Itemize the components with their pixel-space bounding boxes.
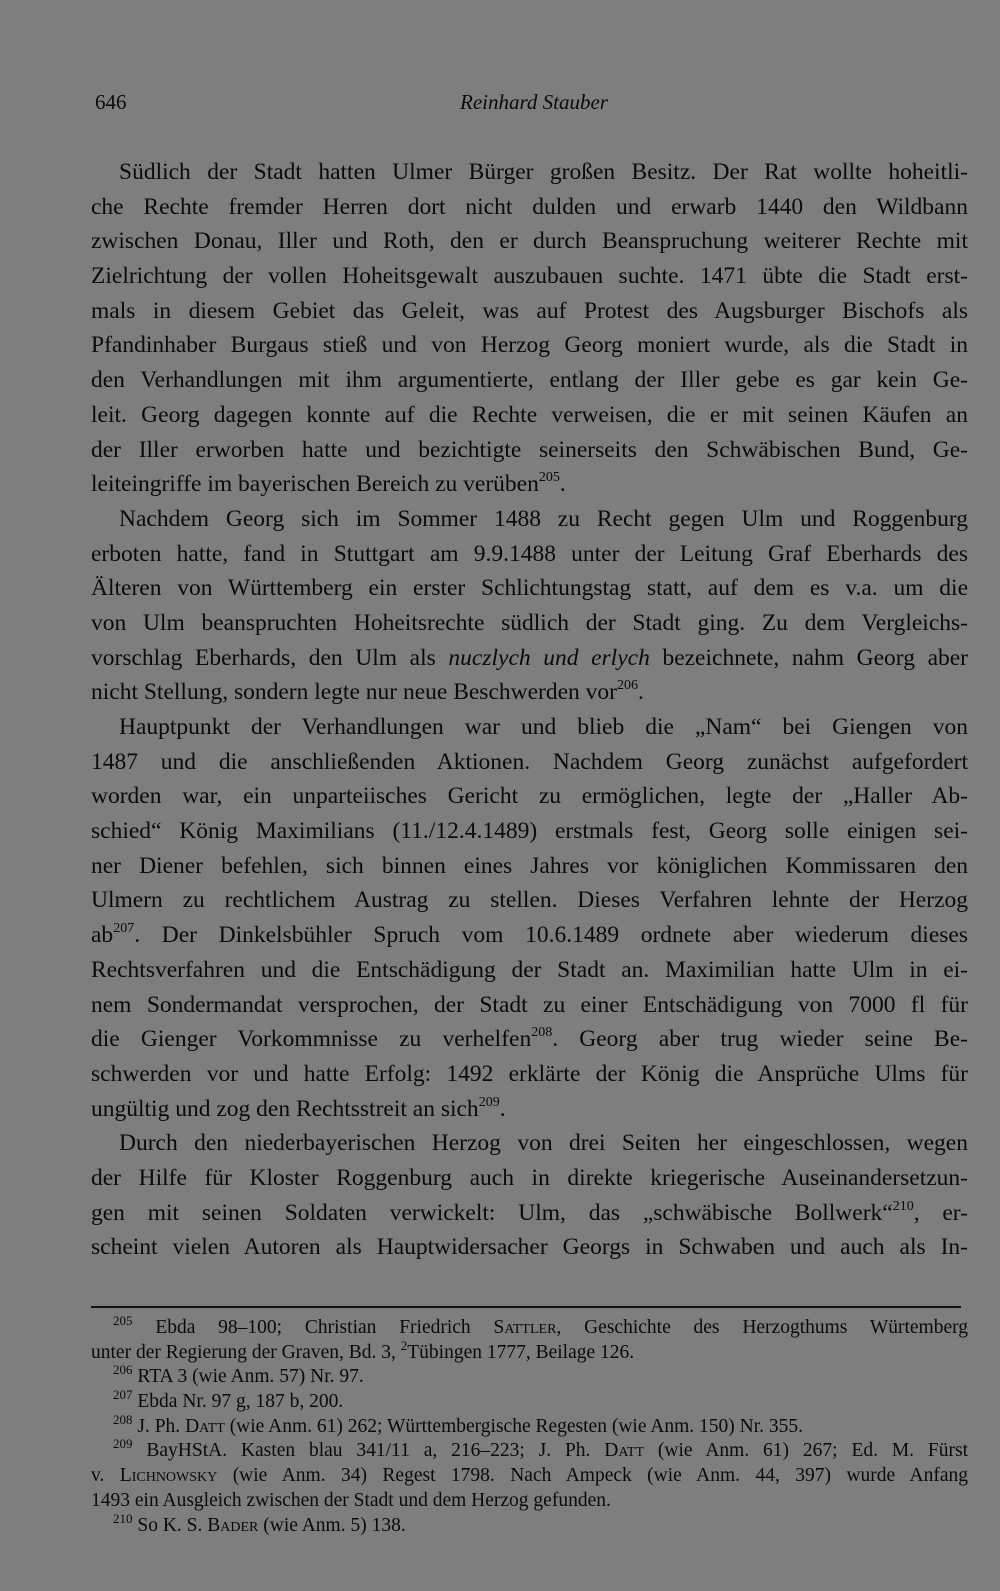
text-line: der Iller erworben hatte und bezichtigte seinerseits den Schwäbischen Bund, Ge- (91, 436, 968, 463)
footnote-text: So K. S. (137, 1514, 208, 1536)
footnote-205 (91, 1313, 969, 1341)
text-span: gen mit seinen Soldaten verwickelt: Ulm, das „schwäbische Bollwerk“ (91, 1199, 893, 1226)
footnote-208 (91, 1411, 968, 1440)
text-line: Nachdem Georg sich im Sommer 1488 zu Recht gegen Ulm und Roggenburg (119, 505, 968, 532)
footnote-207 (91, 1387, 968, 1415)
text-line: den Verhandlungen mit ihm argumentierte, entlang der Iller gebe es gar kein Ge- (91, 367, 968, 394)
text-line: Rechtsverfahren und die Entschädigung der Stadt an. Maximilian hatte Ulm in ei- (91, 956, 968, 983)
text-line: leit. Georg dagegen konnte auf die Rechte verweisen, die er mit seinen Käufen an (91, 401, 968, 428)
text-line (91, 918, 968, 953)
footnote-text: (wie Anm. 5) 138. (258, 1514, 406, 1536)
footnote-number: 206 (113, 1362, 133, 1378)
footnote-number: 209 (113, 1436, 133, 1452)
footnote-number: 210 (113, 1510, 133, 1526)
text-line: Hauptpunkt der Verhandlungen war und blieb die „Nam“ bei Giengen von (119, 714, 968, 740)
text-line: nem Sondermandat versprochen, der Stadt zu einer Entschädigung von 7000 fl für (91, 991, 968, 1018)
footnote-ref-206[interactable]: 206 (617, 678, 638, 694)
author-name: Datt (604, 1440, 645, 1462)
footnotes (91, 1313, 969, 1538)
text-span: . (499, 1095, 506, 1122)
text-span: . (638, 679, 644, 706)
text-line: che Rechte fremder Herren dort nicht dulden und erwarb 1440 den Wildbann (91, 193, 968, 220)
text-span: . Georg aber trug wieder seine Be- (552, 1026, 968, 1053)
footnote-text: J. Ph. (137, 1415, 186, 1437)
footnote-separator (91, 1306, 961, 1308)
running-header (95, 90, 965, 120)
text-line: zwischen Donau, Iller und Roth, den er durch Beanspruchung weiterer Rechte mit (91, 228, 968, 255)
footnote-text: Tübingen 1777, Beilage 126. (407, 1341, 635, 1363)
text-line: ner Diener befehlen, sich binnen eines Jahres vor königlichen Kommissaren den (91, 852, 968, 879)
page-number: 646 (95, 90, 127, 114)
text-span: vorschlag Eberhards, den Ulm als (91, 644, 449, 671)
text-span: nicht Stellung, sondern legte nur neue Beschwerden vor (91, 679, 617, 706)
footnote-ref-205[interactable]: 205 (538, 470, 560, 486)
text-line: schwerden vor und hatte Erfolg: 1492 erklärte der König die Ansprüche Ulms für (91, 1060, 968, 1087)
text-line (91, 1022, 968, 1057)
author-name: Lichnowsky (119, 1465, 218, 1487)
running-head-author: Reinhard Stauber (460, 90, 608, 114)
text-line (91, 1196, 968, 1231)
author-name: Sattler (493, 1317, 557, 1338)
text-span: leiteingriffe im bayerischen Bereich zu verüben (91, 471, 539, 498)
text-line: worden war, ein unparteiisches Gericht zu ermöglichen, legte der „Haller Ab- (91, 783, 968, 810)
author-name: Bader (207, 1514, 259, 1536)
footnote-210 (91, 1510, 968, 1539)
text-span: ab (91, 922, 114, 949)
footnote-ref-207[interactable]: 207 (113, 921, 135, 937)
footnote-ref-208[interactable]: 208 (531, 1025, 553, 1041)
footnote-205-cont (91, 1337, 968, 1366)
text-span: die Gienger Vorkommnisse zu verhelfen (91, 1026, 532, 1053)
text-span: bezeichnete, nahm Georg aber (649, 644, 969, 671)
text-line: Durch den niederbayerischen Herzog von drei Seiten her eingeschlossen, wegen (119, 1130, 968, 1157)
footnote-text: (wie Anm. 34) Regest 1798. Nach Ampeck (wie Anm. 44, 397) wurde Anfang (217, 1465, 969, 1487)
footnote-text: Ebda 98–100; Christian Friedrich (155, 1317, 494, 1338)
text-span: . (559, 471, 566, 498)
edition-superscript: 2 (400, 1337, 408, 1353)
text-line: von Ulm beanspruchten Hoheitsrechte südlich der Stadt ging. Zu dem Vergleichs- (91, 609, 968, 636)
text-span: , er- (913, 1199, 968, 1226)
text-line: 1487 und die anschließenden Aktionen. Nachdem Georg zunächst aufgefordert (91, 748, 968, 775)
footnote-text: Ebda Nr. 97 g, 187 b, 200. (137, 1391, 344, 1413)
text-line: Zielrichtung der vollen Hoheitsgewalt auszubauen suchte. 1471 übte die Stadt erst- (91, 263, 968, 290)
footnote-number: 205 (113, 1313, 133, 1328)
text-line: schied“ König Maximilians (11./12.4.1489) erstmals fest, Georg solle einigen sei- (91, 818, 968, 845)
text-line: der Hilfe für Kloster Roggenburg auch in direkte kriegerische Auseinandersetzun- (91, 1164, 968, 1191)
footnote-209 (91, 1436, 969, 1464)
text-line (91, 467, 968, 502)
text-line: erboten hatte, fand in Stuttgart am 9.9.1488 unter der Leitung Graf Eberhards des (91, 540, 968, 567)
footnote-ref-210[interactable]: 210 (892, 1198, 914, 1214)
footnote-number: 207 (113, 1387, 133, 1403)
text-line: Pfandinhaber Burgaus stieß und von Herzog Georg moniert wurde, als die Stadt in (91, 332, 968, 359)
footnote-209-cont: 1493 ein Ausgleich zwischen der Stadt und dem Herzog gefunden. (91, 1489, 611, 1511)
main-text (91, 155, 968, 1265)
footnote-text: (wie Anm. 61) 262; Württembergische Regesten (wie Anm. 150) Nr. 355. (224, 1415, 804, 1437)
author-name: Datt (185, 1415, 225, 1437)
footnote-number: 208 (113, 1411, 133, 1427)
text-line (91, 641, 968, 676)
text-span: . Der Dinkelsbühler Spruch vom 10.6.1489 ordnete aber wiederum dieses (134, 922, 968, 949)
text-line: Älteren von Württemberg ein erster Schlichtungstag statt, auf dem es v.a. um die (91, 575, 968, 602)
text-line (91, 1092, 968, 1127)
footnote-text: v. (91, 1465, 120, 1487)
footnote-209-cont (91, 1464, 968, 1489)
footnote-ref-209[interactable]: 209 (478, 1094, 500, 1110)
text-line: Südlich der Stadt hatten Ulmer Bürger großen Besitz. Der Rat wollte hoheitli- (119, 159, 968, 185)
footnote-text: (wie Anm. 61) 267; Ed. M. Fürst (644, 1440, 969, 1462)
text-line: mals in diesem Gebiet das Geleit, was auf Protest des Augsburger Bischofs als (91, 297, 968, 324)
footnote-text: unter der Regierung der Graven, Bd. 3, (91, 1341, 401, 1363)
footnote-text: BayHStA. Kasten blau 341/11 a, 216–223; J. Ph. (146, 1440, 605, 1462)
footnote-text: RTA 3 (wie Anm. 57) Nr. 97. (137, 1366, 364, 1388)
italic-quote: nuczlych und erlych (448, 644, 650, 671)
footnote-206 (91, 1362, 968, 1390)
text-line (91, 675, 968, 710)
footnote-text: , Geschichte des Herzogthums Würtemberg (556, 1317, 969, 1338)
text-span: ungültig und zog den Rechtsstreit an sich (91, 1095, 479, 1122)
text-line: Ulmern zu rechtlichem Austrag zu stellen. Dieses Verfahren lehnte der Herzog (91, 887, 968, 914)
text-line: scheint vielen Autoren als Hauptwidersacher Georgs in Schwaben und auch als In- (91, 1234, 968, 1261)
